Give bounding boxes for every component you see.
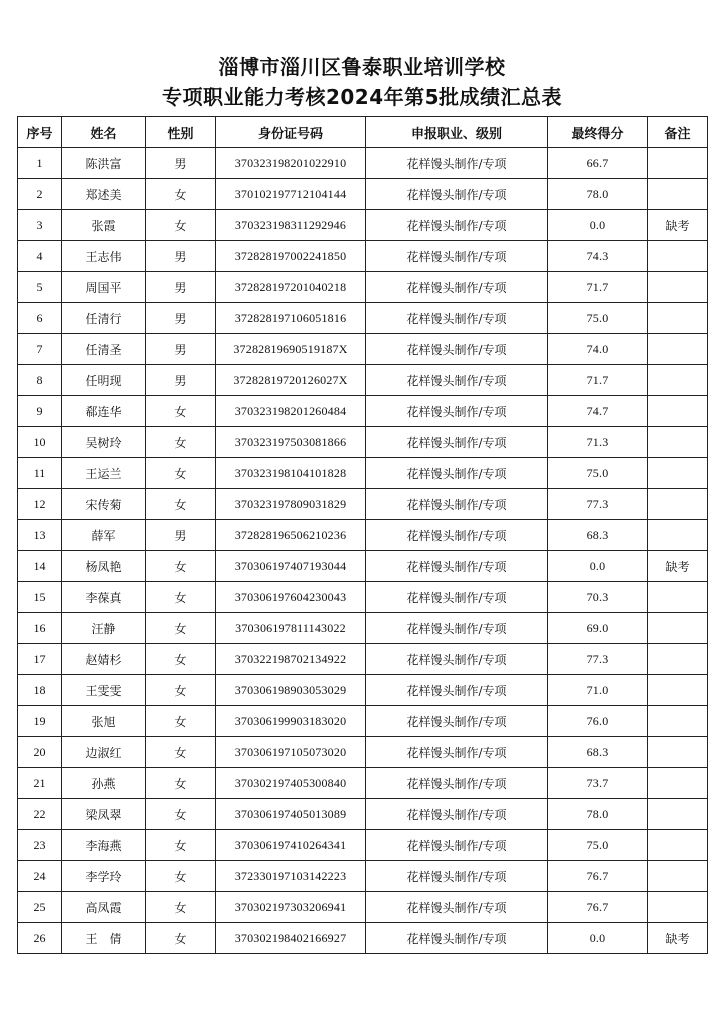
table-row: [18, 613, 708, 644]
cell-id-number: 370323198201260484: [216, 396, 366, 427]
cell-no: 22: [18, 799, 62, 830]
cell-remarks: 缺考: [648, 551, 708, 582]
cell-final-score: 71.7: [548, 272, 648, 303]
cell-remarks: [648, 830, 708, 861]
cell-no: 19: [18, 706, 62, 737]
table-row: [18, 396, 708, 427]
cell-remarks: [648, 334, 708, 365]
cell-no: 12: [18, 489, 62, 520]
cell-gender: 男: [146, 520, 216, 551]
cell-no: 5: [18, 272, 62, 303]
cell-name: 张霞: [62, 210, 146, 241]
cell-no: 3: [18, 210, 62, 241]
cell-final-score: 76.7: [548, 861, 648, 892]
cell-final-score: 74.3: [548, 241, 648, 272]
cell-id-number: 370302197303206941: [216, 892, 366, 923]
cell-no: 10: [18, 427, 62, 458]
cell-final-score: 73.7: [548, 768, 648, 799]
cell-final-score: 77.3: [548, 489, 648, 520]
cell-occupation: 花样馒头制作/专项: [366, 675, 548, 706]
cell-no: 18: [18, 675, 62, 706]
cell-final-score: 71.7: [548, 365, 648, 396]
cell-name: 周国平: [62, 272, 146, 303]
cell-occupation: 花样馒头制作/专项: [366, 148, 548, 179]
cell-final-score: 76.7: [548, 892, 648, 923]
cell-final-score: 69.0: [548, 613, 648, 644]
cell-no: 25: [18, 892, 62, 923]
cell-remarks: [648, 396, 708, 427]
header-gender: 性别: [146, 117, 216, 148]
cell-occupation: 花样馒头制作/专项: [366, 644, 548, 675]
cell-gender: 男: [146, 334, 216, 365]
cell-name: 李学玲: [62, 861, 146, 892]
cell-gender: 女: [146, 675, 216, 706]
cell-id-number: 370323198104101828: [216, 458, 366, 489]
table-row: [18, 737, 708, 768]
cell-gender: 女: [146, 551, 216, 582]
cell-final-score: 66.7: [548, 148, 648, 179]
cell-gender: 女: [146, 179, 216, 210]
table-row: [18, 892, 708, 923]
cell-occupation: 花样馒头制作/专项: [366, 799, 548, 830]
cell-remarks: [648, 458, 708, 489]
cell-no: 16: [18, 613, 62, 644]
cell-remarks: [648, 520, 708, 551]
table-row: [18, 644, 708, 675]
cell-name: 任清行: [62, 303, 146, 334]
cell-occupation: 花样馒头制作/专项: [366, 582, 548, 613]
cell-no: 26: [18, 923, 62, 954]
cell-occupation: 花样馒头制作/专项: [366, 706, 548, 737]
cell-no: 13: [18, 520, 62, 551]
document-title: 淄博市淄川区鲁泰职业培训学校: [218, 55, 506, 79]
cell-remarks: 缺考: [648, 210, 708, 241]
table-row: [18, 551, 708, 582]
cell-gender: 女: [146, 458, 216, 489]
cell-id-number: 370323198311292946: [216, 210, 366, 241]
cell-id-number: 372330197103142223: [216, 861, 366, 892]
cell-remarks: [648, 303, 708, 334]
cell-no: 6: [18, 303, 62, 334]
cell-id-number: 370102197712104144: [216, 179, 366, 210]
cell-remarks: [648, 582, 708, 613]
cell-id-number: 372828197201040218: [216, 272, 366, 303]
cell-name: 郗连华: [62, 396, 146, 427]
header-remarks: 备注: [648, 117, 708, 148]
cell-final-score: 0.0: [548, 210, 648, 241]
cell-gender: 女: [146, 396, 216, 427]
cell-final-score: 77.3: [548, 644, 648, 675]
cell-gender: 男: [146, 148, 216, 179]
cell-gender: 男: [146, 241, 216, 272]
cell-name: 陈洪富: [62, 148, 146, 179]
cell-remarks: [648, 768, 708, 799]
cell-id-number: 370306197410264341: [216, 830, 366, 861]
cell-final-score: 78.0: [548, 179, 648, 210]
cell-id-number: 370306198903053029: [216, 675, 366, 706]
cell-name: 王志伟: [62, 241, 146, 272]
cell-id-number: 370306199903183020: [216, 706, 366, 737]
table-row: [18, 520, 708, 551]
cell-no: 9: [18, 396, 62, 427]
cell-remarks: [648, 861, 708, 892]
cell-id-number: 370306197407193044: [216, 551, 366, 582]
table-row: [18, 582, 708, 613]
table-row: [18, 179, 708, 210]
cell-gender: 女: [146, 582, 216, 613]
cell-final-score: 74.0: [548, 334, 648, 365]
cell-remarks: [648, 179, 708, 210]
cell-name: 任明现: [62, 365, 146, 396]
cell-gender: 女: [146, 768, 216, 799]
cell-remarks: [648, 427, 708, 458]
table-body: [18, 148, 708, 954]
cell-occupation: 花样馒头制作/专项: [366, 365, 548, 396]
cell-no: 21: [18, 768, 62, 799]
cell-no: 2: [18, 179, 62, 210]
cell-name: 宋传菊: [62, 489, 146, 520]
cell-occupation: 花样馒头制作/专项: [366, 892, 548, 923]
cell-gender: 女: [146, 923, 216, 954]
cell-occupation: 花样馒头制作/专项: [366, 520, 548, 551]
table-row: [18, 458, 708, 489]
table-row: [18, 768, 708, 799]
cell-final-score: 74.7: [548, 396, 648, 427]
cell-remarks: [648, 706, 708, 737]
cell-name: 王运兰: [62, 458, 146, 489]
cell-occupation: 花样馒头制作/专项: [366, 241, 548, 272]
table-row: [18, 148, 708, 179]
cell-occupation: 花样馒头制作/专项: [366, 303, 548, 334]
cell-no: 20: [18, 737, 62, 768]
cell-final-score: 71.0: [548, 675, 648, 706]
cell-final-score: 76.0: [548, 706, 648, 737]
cell-occupation: 花样馒头制作/专项: [366, 334, 548, 365]
cell-id-number: 370322198702134922: [216, 644, 366, 675]
table-row: [18, 334, 708, 365]
cell-no: 1: [18, 148, 62, 179]
cell-id-number: 370306197405013089: [216, 799, 366, 830]
cell-final-score: 0.0: [548, 923, 648, 954]
table-row: [18, 799, 708, 830]
cell-name: 王雯雯: [62, 675, 146, 706]
cell-remarks: [648, 675, 708, 706]
cell-gender: 女: [146, 706, 216, 737]
table-row: [18, 303, 708, 334]
cell-id-number: 370323197503081866: [216, 427, 366, 458]
cell-final-score: 75.0: [548, 830, 648, 861]
cell-gender: 女: [146, 644, 216, 675]
cell-name: 郑述美: [62, 179, 146, 210]
cell-id-number: 37282819690519187X: [216, 334, 366, 365]
cell-id-number: 370302197405300840: [216, 768, 366, 799]
cell-name: 高凤霞: [62, 892, 146, 923]
cell-occupation: 花样馒头制作/专项: [366, 737, 548, 768]
cell-gender: 女: [146, 737, 216, 768]
table-header-row: [18, 117, 708, 148]
cell-occupation: 花样馒头制作/专项: [366, 427, 548, 458]
score-summary-table: [17, 116, 708, 954]
cell-final-score: 78.0: [548, 799, 648, 830]
table-row: [18, 427, 708, 458]
cell-final-score: 68.3: [548, 737, 648, 768]
cell-id-number: 370323198201022910: [216, 148, 366, 179]
cell-remarks: [648, 365, 708, 396]
cell-name: 杨凤艳: [62, 551, 146, 582]
cell-name: 汪静: [62, 613, 146, 644]
cell-name: 赵婧杉: [62, 644, 146, 675]
document-subtitle: 专项职业能力考核2024年第5批成绩汇总表: [161, 85, 563, 109]
table-row: [18, 861, 708, 892]
cell-remarks: [648, 644, 708, 675]
cell-occupation: 花样馒头制作/专项: [366, 551, 548, 582]
cell-occupation: 花样馒头制作/专项: [366, 923, 548, 954]
table-row: [18, 365, 708, 396]
cell-gender: 女: [146, 830, 216, 861]
table-row: [18, 489, 708, 520]
cell-id-number: 372828196506210236: [216, 520, 366, 551]
cell-name: 张旭: [62, 706, 146, 737]
cell-gender: 女: [146, 613, 216, 644]
cell-id-number: 372828197002241850: [216, 241, 366, 272]
cell-remarks: [648, 241, 708, 272]
cell-id-number: 370306197604230043: [216, 582, 366, 613]
cell-occupation: 花样馒头制作/专项: [366, 210, 548, 241]
cell-gender: 女: [146, 210, 216, 241]
cell-occupation: 花样馒头制作/专项: [366, 861, 548, 892]
cell-name: 梁凤翠: [62, 799, 146, 830]
cell-name: 薛军: [62, 520, 146, 551]
cell-name: 任清圣: [62, 334, 146, 365]
cell-gender: 女: [146, 799, 216, 830]
cell-id-number: 372828197106051816: [216, 303, 366, 334]
table-row: [18, 272, 708, 303]
cell-name: 王 倩: [62, 923, 146, 954]
cell-gender: 女: [146, 892, 216, 923]
cell-final-score: 71.3: [548, 427, 648, 458]
table-row: [18, 210, 708, 241]
cell-no: 24: [18, 861, 62, 892]
header-final-score: 最终得分: [548, 117, 648, 148]
table-row: [18, 706, 708, 737]
cell-remarks: [648, 737, 708, 768]
table-row: [18, 923, 708, 954]
cell-occupation: 花样馒头制作/专项: [366, 830, 548, 861]
cell-id-number: 370306197811143022: [216, 613, 366, 644]
cell-id-number: 370302198402166927: [216, 923, 366, 954]
cell-remarks: [648, 489, 708, 520]
cell-id-number: 370306197105073020: [216, 737, 366, 768]
cell-id-number: 370323197809031829: [216, 489, 366, 520]
cell-occupation: 花样馒头制作/专项: [366, 179, 548, 210]
cell-no: 15: [18, 582, 62, 613]
cell-no: 11: [18, 458, 62, 489]
cell-final-score: 0.0: [548, 551, 648, 582]
table-row: [18, 241, 708, 272]
cell-name: 李葆真: [62, 582, 146, 613]
table-row: [18, 675, 708, 706]
cell-no: 7: [18, 334, 62, 365]
cell-gender: 男: [146, 303, 216, 334]
header-no: 序号: [18, 117, 62, 148]
cell-final-score: 75.0: [548, 458, 648, 489]
cell-remarks: 缺考: [648, 923, 708, 954]
cell-remarks: [648, 272, 708, 303]
cell-remarks: [648, 799, 708, 830]
cell-no: 4: [18, 241, 62, 272]
cell-gender: 女: [146, 861, 216, 892]
cell-no: 23: [18, 830, 62, 861]
cell-no: 17: [18, 644, 62, 675]
cell-name: 边淑红: [62, 737, 146, 768]
header-name: 姓名: [62, 117, 146, 148]
cell-gender: 女: [146, 427, 216, 458]
cell-final-score: 70.3: [548, 582, 648, 613]
cell-no: 14: [18, 551, 62, 582]
cell-occupation: 花样馒头制作/专项: [366, 458, 548, 489]
cell-no: 8: [18, 365, 62, 396]
cell-occupation: 花样馒头制作/专项: [366, 396, 548, 427]
cell-gender: 女: [146, 489, 216, 520]
cell-remarks: [648, 892, 708, 923]
cell-name: 孙燕: [62, 768, 146, 799]
cell-name: 李海燕: [62, 830, 146, 861]
cell-occupation: 花样馒头制作/专项: [366, 768, 548, 799]
cell-gender: 男: [146, 272, 216, 303]
cell-name: 吴树玲: [62, 427, 146, 458]
cell-occupation: 花样馒头制作/专项: [366, 613, 548, 644]
cell-final-score: 68.3: [548, 520, 648, 551]
cell-occupation: 花样馒头制作/专项: [366, 272, 548, 303]
header-id-number: 身份证号码: [216, 117, 366, 148]
cell-remarks: [648, 613, 708, 644]
header-occupation-level: 申报职业、级别: [366, 117, 548, 148]
cell-gender: 男: [146, 365, 216, 396]
cell-final-score: 75.0: [548, 303, 648, 334]
table-row: [18, 830, 708, 861]
cell-id-number: 37282819720126027X: [216, 365, 366, 396]
cell-occupation: 花样馒头制作/专项: [366, 489, 548, 520]
cell-remarks: [648, 148, 708, 179]
